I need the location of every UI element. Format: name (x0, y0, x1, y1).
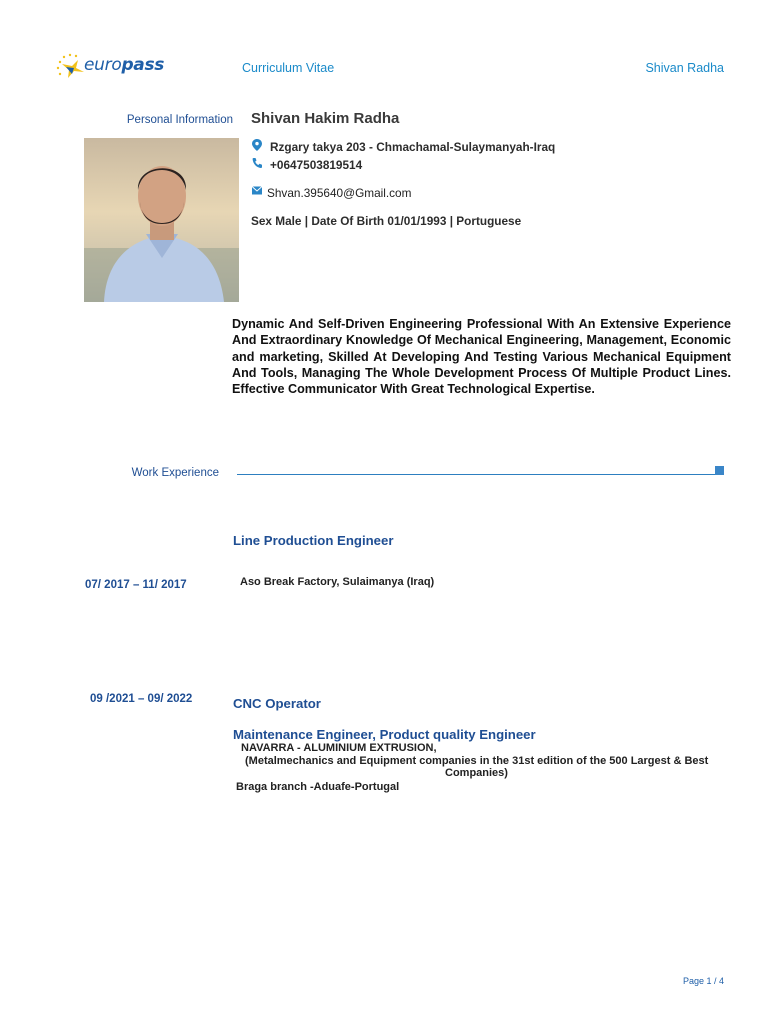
phone-icon (252, 157, 262, 169)
document-title: Curriculum Vitae (242, 61, 335, 75)
personal-details: Sex Male | Date Of Birth 01/01/1993 | Portuguese (251, 214, 522, 228)
email-icon (252, 186, 262, 195)
job-note-line-1: (Metalmechanics and Equipment companies in the 31st edition of the 500 Largest & Best (245, 755, 709, 767)
job-location-2: Braga branch -Aduafe-Portugal (236, 781, 400, 793)
header-person-name: Shivan Radha (645, 61, 724, 75)
work-experience-label: Work Experience (131, 467, 219, 479)
job-title-1: Line Production Engineer (233, 533, 394, 548)
job-subtitle-2: Maintenance Engineer, Product quality Engineer (233, 727, 536, 742)
job-employer-2: NAVARRA - ALUMINIUM EXTRUSION, (241, 742, 437, 754)
europass-logo-text: europass (84, 55, 165, 75)
section-divider-marker (715, 466, 724, 475)
personal-information-label: Personal Information (126, 114, 233, 126)
location-pin-icon (252, 139, 262, 151)
profile-photo (84, 138, 239, 302)
professional-summary: Dynamic And Self-Driven Engineering Professional With An Extensive Experience And Extraordinary Knowledge Of Mechanical Engineering, Management, Economic and marketing, Skilled At Developing And Testing Various Mechanical Equipment And Tools, Managing The Whole Development Process Of Multiple Product Lines. Effective Communicator With Great Technological Expertise. (232, 317, 731, 397)
phone-text[interactable]: +0647503819514 (270, 158, 363, 172)
job-note-line-2: Companies) (445, 767, 508, 779)
email-link[interactable]: Shvan.395640@Gmail.com (267, 186, 412, 200)
address-text: Rzgary takya 203 - Chmachamal-Sulaymanyah-Iraq (270, 140, 556, 154)
full-name: Shivan Hakim Radha (251, 110, 400, 127)
job-dates-1: 07/ 2017 – 11/ 2017 (85, 579, 187, 591)
job-title-2: CNC Operator (233, 696, 321, 711)
page-number: Page 1 / 4 (682, 976, 724, 986)
section-divider (237, 474, 715, 475)
job-dates-2: 09 /2021 – 09/ 2022 (90, 693, 193, 705)
job-employer-1: Aso Break Factory, Sulaimanya (Iraq) (240, 576, 435, 588)
